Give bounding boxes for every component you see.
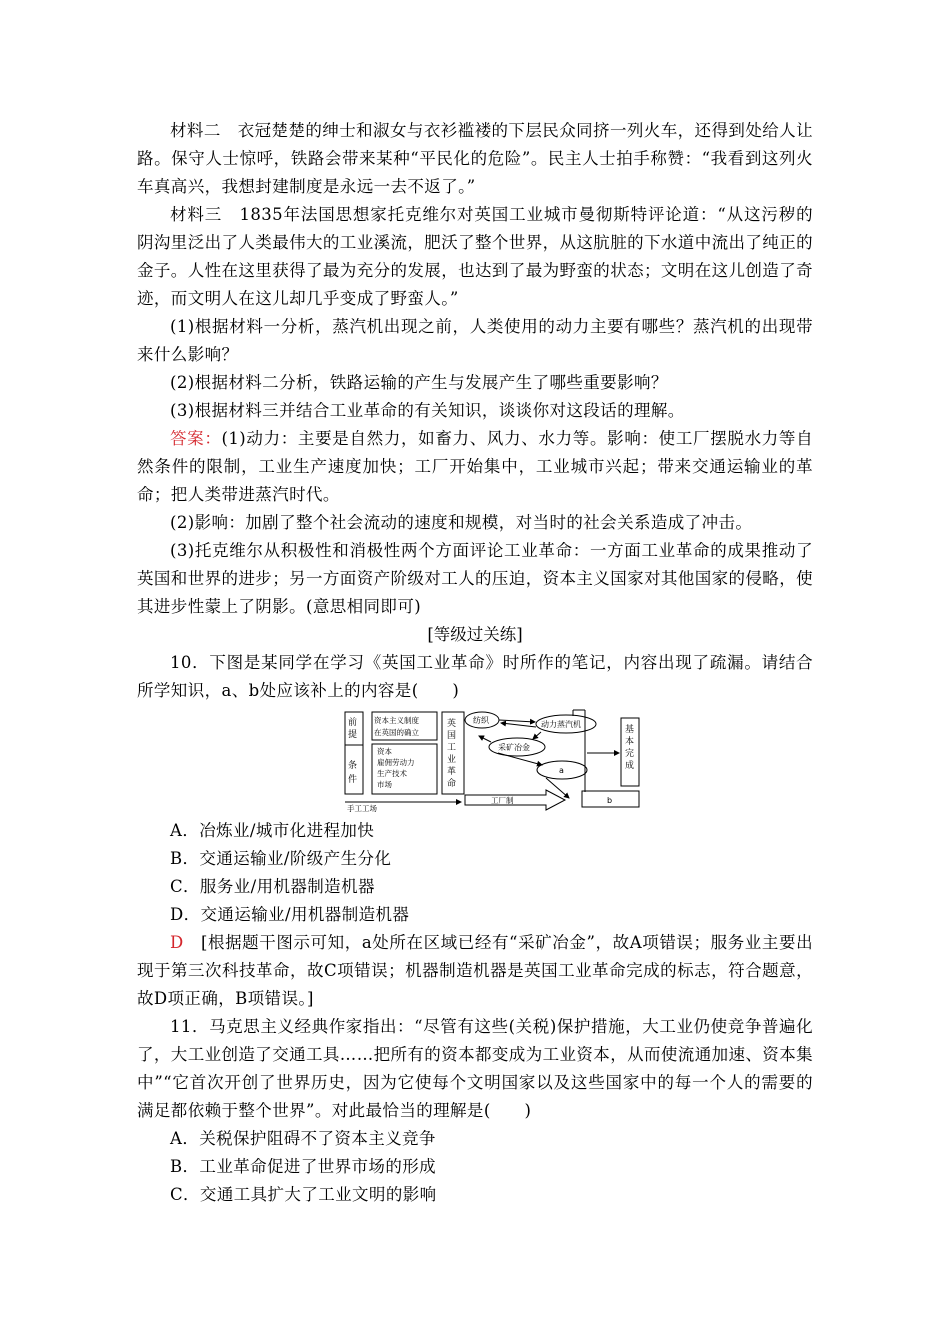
a-label: a (559, 766, 564, 775)
b-label: b (607, 796, 613, 805)
factory-label: 工厂制 (491, 796, 514, 805)
condition-char-1: 条 (348, 761, 358, 771)
answer-part-2: (2)影响：加剧了整个社会流动的速度和规模，对当时的社会关系造成了冲击。 (170, 513, 753, 532)
complete-char-2: 本 (625, 737, 635, 747)
textile-label: 纺织 (473, 716, 489, 725)
system-line-2: 在英国的确立 (374, 728, 419, 737)
section-title: [等级过关练] (427, 625, 523, 644)
question-3: (3)根据材料三并结合工业革命的有关知识，谈谈你对这段话的理解。 (170, 401, 685, 420)
workshop-label: 手工工场 (347, 804, 377, 812)
premise-char-2: 提 (348, 730, 358, 740)
question-11-stem: 11．马克思主义经典作家指出：“尽管有这些(关税)保护措施，大工业仍使竞争普遍化了，大工业创造了交通工具……把所有的资本都变成为工业资本，从而使流通加速、资本集中”“它首次开创了世界历史，因为它使每个文明国家以及这些国家中的每一个人的需要的满足都依赖于整个世界”。对此最恰当的理解是( ) (137, 1017, 813, 1120)
material-3-paragraph (137, 201, 813, 313)
answer-part-3: (3)托克维尔从积极性和消极性两个方面评论工业革命：一方面工业革命的成果推动了英国和世界的进步；另一方面资产阶级对工人的压迫，资本主义国家对其他国家的侵略，使其进步性蒙上了阴影。(意思相同即可) (137, 541, 813, 616)
material-3-text: 1835年法国思想家托克维尔对英国工业城市曼彻斯特评论道：“从这污秽的阴沟里泛出了人类最伟大的工业溪流，肥沃了整个世界，从这肮脏的下水道中流出了纯正的金子。人性在这里获得了最为充分的发展，也达到了最为野蛮的状态；文明在这儿创造了奇迹，而文明人在这儿却几乎变成了野蛮人。” (137, 205, 813, 308)
material-3-label: 材料三 (170, 205, 223, 224)
answer-label: 答案： (170, 429, 222, 448)
question-1: (1)根据材料一分析，蒸汽机出现之前，人类使用的动力主要有哪些？蒸汽机的出现带来什么影响？ (137, 317, 813, 364)
q11-option-b: B．工业革命促进了世界市场的形成 (170, 1157, 437, 1176)
q10-explanation-text: [根据题干图示可知，a处所在区域已经有“采矿冶金”，故A项错误；服务业主要出现于第三次科技革命，故C项错误；机器制造机器是英国工业革命完成的标志，符合题意，故D项正确，B项错误。] (137, 933, 813, 1008)
condition-line-1: 资本 (377, 747, 392, 756)
revolution-char-6: 命 (447, 779, 457, 789)
condition-line-4: 市场 (377, 780, 392, 789)
question-2: (2)根据材料二分析，铁路运输的产生与发展产生了哪些重要影响？ (170, 373, 668, 392)
q10-explanation (137, 929, 813, 1013)
revolution-char-3: 工 (447, 743, 457, 753)
material-2-paragraph (137, 117, 813, 201)
complete-char-1: 基 (625, 725, 635, 735)
q10-option-a: A．冶炼业/城市化进程加快 (170, 821, 375, 840)
q11-option-a: A．关税保护阻碍不了资本主义竞争 (170, 1129, 436, 1148)
premise-char-1: 前 (348, 718, 358, 728)
revolution-char-1: 英 (447, 719, 457, 729)
question-10-stem: 10．下图是某同学在学习《英国工业革命》时所作的笔记，内容出现了疏漏。请结合所学知识，a、b处应该补上的内容是( ) (137, 653, 813, 700)
answer-part-1 (137, 425, 813, 509)
q10-answer-letter: D (170, 933, 184, 952)
revolution-char-5: 革 (447, 767, 457, 777)
q10-option-b: B．交通运输业/阶级产生分化 (170, 849, 392, 868)
q10-option-c: C．服务业/用机器制造机器 (170, 877, 375, 896)
complete-char-4: 成 (625, 761, 635, 771)
complete-char-3: 完 (625, 749, 635, 759)
revolution-char-4: 业 (447, 755, 457, 765)
material-2-label: 材料二 (170, 121, 221, 140)
system-line-1: 资本主义制度 (374, 716, 419, 725)
q10-option-d: D．交通运输业/用机器制造机器 (170, 905, 410, 924)
revolution-char-2: 国 (447, 731, 457, 741)
steam-engine-label: 动力蒸汽机 (541, 720, 581, 729)
mining-label: 采矿冶金 (498, 743, 530, 752)
condition-char-2: 件 (348, 775, 358, 785)
industrial-revolution-notes-diagram (341, 708, 642, 812)
condition-line-2: 雇佣劳动力 (377, 758, 415, 767)
material-2-text: 衣冠楚楚的绅士和淑女与衣衫褴褛的下层民众同挤一列火车，还得到处给人让路。保守人士惊呼，铁路会带来某种“平民化的危险”。民主人士拍手称赞：“我看到这列火车真高兴，我想封建制度是永远一去不返了。” (137, 121, 813, 196)
condition-line-3: 生产技术 (377, 769, 407, 778)
answer-part-1-text: (1)动力：主要是自然力，如畜力、风力、水力等。影响：使工厂摆脱水力等自然条件的限制，工业生产速度加快；工厂开始集中，工业城市兴起；带来交通运输业的革命；把人类带进蒸汽时代。 (137, 429, 813, 504)
q11-option-c: C．交通工具扩大了工业文明的影响 (170, 1185, 437, 1204)
